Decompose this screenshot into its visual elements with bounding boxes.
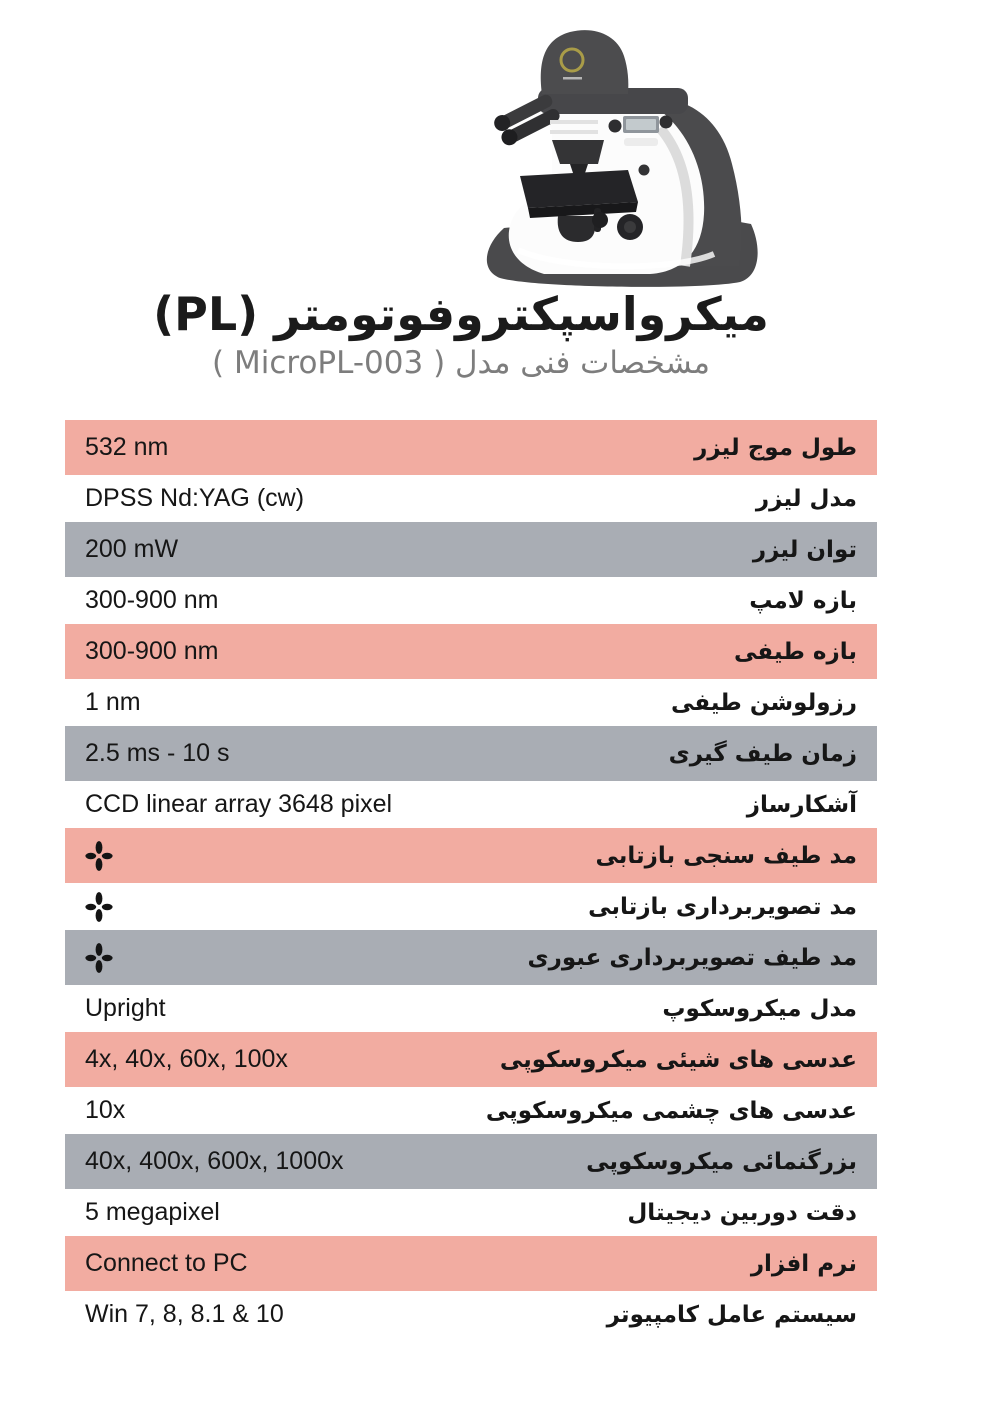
spec-label: مدل میکروسکوپ xyxy=(662,995,857,1022)
eyepieces xyxy=(491,91,562,148)
spec-row-transmission-imaging-mode xyxy=(65,930,877,985)
spec-value: 5 megapixel xyxy=(85,1198,220,1226)
spec-value: Upright xyxy=(85,994,166,1022)
spec-label: بزرگنمائی میکروسکوپی xyxy=(586,1148,857,1175)
spec-value: CCD linear array 3648 pixel xyxy=(85,790,393,818)
spec-label: مدل لیزر xyxy=(755,485,857,512)
spec-value: Win 7, 8, 8.1 & 10 xyxy=(85,1300,284,1328)
spec-row-magnification xyxy=(65,1134,877,1189)
spec-label: مد طیف تصویربرداری عبوری xyxy=(527,944,857,971)
spec-label: آشکارساز xyxy=(746,791,857,818)
spec-row-software xyxy=(65,1236,877,1291)
spec-row-laser-wavelength xyxy=(65,420,877,475)
spec-label: توان لیزر xyxy=(752,536,857,563)
spec-value: Connect to PC xyxy=(85,1249,248,1277)
spec-value: 1 nm xyxy=(85,688,141,716)
four-petal-check-icon xyxy=(85,840,113,872)
spec-label: زمان طیف گیری xyxy=(668,740,857,767)
spec-label: مد طیف سنجی بازتابی xyxy=(595,842,857,869)
spec-value: 532 nm xyxy=(85,433,169,461)
spec-label: نرم افزار xyxy=(750,1250,857,1277)
spec-row-objective-lenses xyxy=(65,1032,877,1087)
spec-row-camera-resolution xyxy=(65,1189,877,1236)
spec-label: بازه طیفی xyxy=(734,638,857,665)
title-block xyxy=(0,288,992,381)
spec-row-spectral-resolution xyxy=(65,679,877,726)
spec-row-laser-model xyxy=(65,475,877,522)
spec-label: طول موج لیزر xyxy=(694,434,857,461)
spec-row-eyepiece-lenses xyxy=(65,1087,877,1134)
spec-row-detector xyxy=(65,781,877,828)
spec-row-microscope-model xyxy=(65,985,877,1032)
spec-value: 10x xyxy=(85,1096,126,1124)
spec-value: 300-900 nm xyxy=(85,637,219,665)
spec-value: DPSS Nd:YAG (cw) xyxy=(85,484,305,512)
page-subtitle: مشخصات فنی مدل ( MicroPL-003 ) xyxy=(212,344,710,381)
spec-table xyxy=(65,420,877,1338)
spec-label: سیستم عامل کامپیوتر xyxy=(606,1301,857,1328)
spec-label: مد تصویربرداری بازتابی xyxy=(588,893,857,920)
spec-row-lamp-range xyxy=(65,577,877,624)
spec-row-operating-system xyxy=(65,1291,877,1338)
spec-label: بازه لامپ xyxy=(749,587,857,614)
microscope-image xyxy=(452,12,767,292)
spec-row-reflective-spectroscopy-mode xyxy=(65,828,877,883)
spec-row-acquisition-time xyxy=(65,726,877,781)
spec-label: عدسی های چشمی میکروسکوپی xyxy=(485,1097,857,1124)
spec-row-laser-power xyxy=(65,522,877,577)
spec-value: 2.5 ms - 10 s xyxy=(85,739,230,767)
four-petal-check-icon xyxy=(85,891,113,923)
page-title: میکرواسپکتروفوتومتر (PL) xyxy=(153,287,769,341)
spec-value: 300-900 nm xyxy=(85,586,219,614)
spec-row-spectral-range xyxy=(65,624,877,679)
spec-value: 40x, 400x, 600x, 1000x xyxy=(85,1147,344,1175)
spec-value: 200 mW xyxy=(85,535,179,563)
microscope-illustration xyxy=(452,12,767,292)
spec-label: دقت دوربین دیجیتال xyxy=(627,1199,857,1226)
spec-label: عدسی های شیئی میکروسکوپی xyxy=(499,1046,857,1073)
spec-row-reflective-imaging-mode xyxy=(65,883,877,930)
spec-value: 4x, 40x, 60x, 100x xyxy=(85,1045,288,1073)
four-petal-check-icon xyxy=(85,942,113,974)
spec-label: رزولوشن طیفی xyxy=(670,689,857,716)
